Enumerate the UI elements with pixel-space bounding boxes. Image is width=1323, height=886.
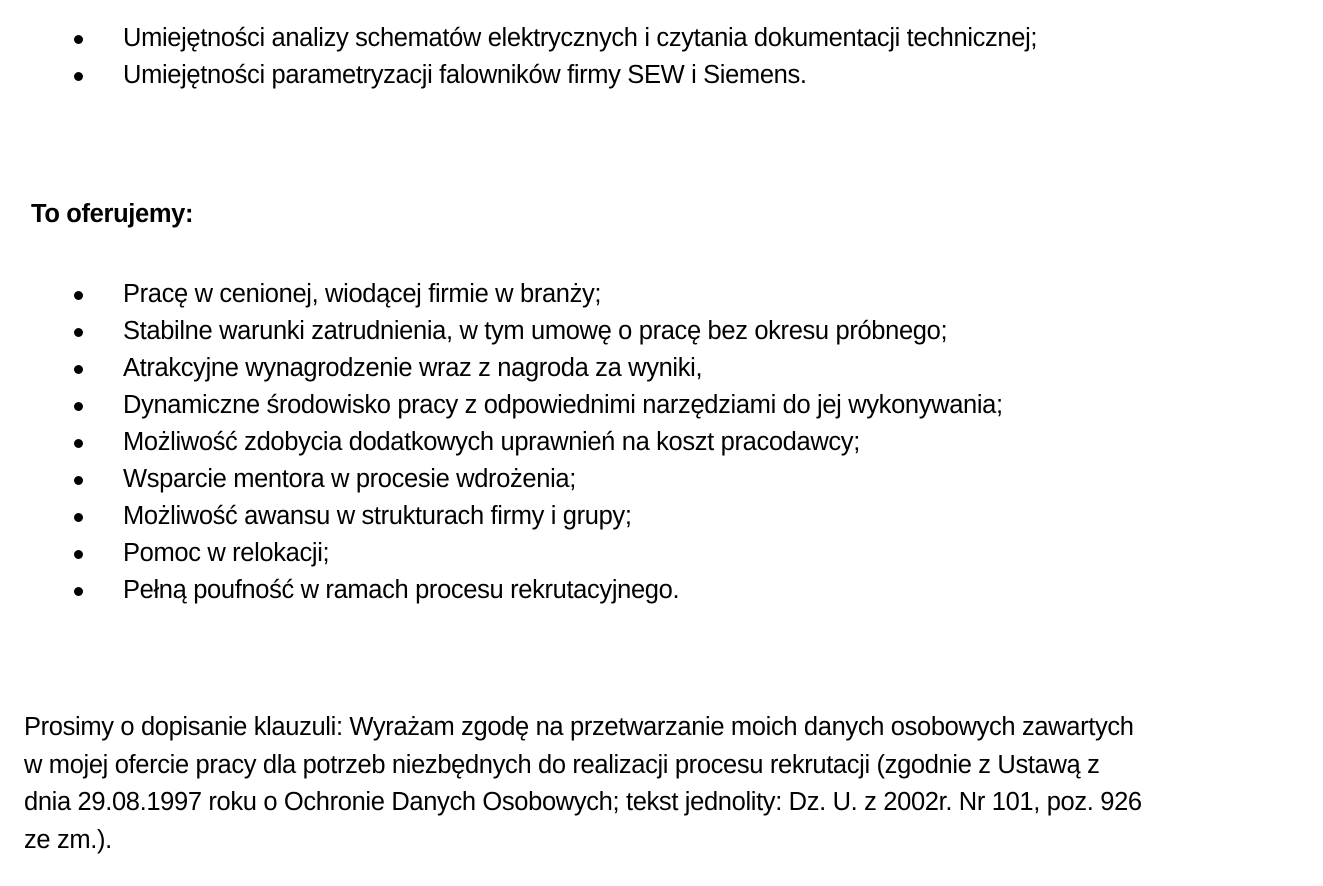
bullet-icon (74, 365, 83, 374)
list-item (0, 350, 1300, 387)
list-item (0, 424, 1300, 461)
consent-clause (24, 709, 1314, 859)
bullet-icon (74, 513, 83, 522)
consent-clause-line: w mojej ofercie pracy dla potrzeb niezbędnych do realizacji procesu rekrutacji (zgodnie z Ustawą z (24, 750, 1100, 779)
consent-clause-line: dnia 29.08.1997 roku o Ochronie Danych Osobowych; tekst jednolity: Dz. U. z 2002r. Nr 101, poz. 926 (24, 788, 1142, 816)
bullet-icon (74, 328, 83, 337)
list-item-text: Wsparcie mentora w procesie wdrożenia; (123, 465, 576, 493)
bullet-icon (74, 72, 83, 81)
list-item-text: Możliwość awansu w strukturach firmy i grupy; (123, 502, 632, 530)
list-item (0, 498, 1300, 535)
list-item-text: Pracę w cenionej, wiodącej firmie w branży; (123, 280, 602, 308)
list-item (0, 57, 1300, 94)
bullet-icon (74, 476, 83, 485)
list-item (0, 313, 1300, 350)
consent-clause-line: Prosimy o dopisanie klauzuli: Wyrażam zgodę na przetwarzanie moich danych osobowych zawartych (24, 713, 1134, 741)
list-item-text: Atrakcyjne wynagrodzenie wraz z nagroda za wyniki, (123, 354, 703, 382)
bullet-icon (74, 439, 83, 448)
bullet-icon (74, 35, 83, 44)
list-item (0, 276, 1300, 313)
bullet-icon (74, 587, 83, 596)
requirements-list (0, 20, 1300, 94)
list-item (0, 535, 1300, 572)
bullet-icon (74, 291, 83, 300)
list-item-text: Umiejętności analizy schematów elektrycznych i czytania dokumentacji technicznej; (123, 24, 1038, 52)
list-item (0, 20, 1300, 57)
list-item (0, 461, 1300, 498)
list-item-text: Pomoc w relokacji; (123, 539, 330, 567)
bullet-icon (74, 550, 83, 559)
list-item-text: Stabilne warunki zatrudnienia, w tym umowę o pracę bez okresu próbnego; (123, 317, 948, 345)
list-item-text: Pełną poufność w ramach procesu rekrutacyjnego. (123, 576, 680, 604)
list-item-text: Umiejętności parametryzacji falowników firmy SEW i Siemens. (123, 61, 807, 89)
list-item (0, 387, 1300, 424)
consent-clause-line: ze zm.). (24, 825, 112, 854)
bullet-icon (74, 402, 83, 411)
list-item-text: Dynamiczne środowisko pracy z odpowiednimi narzędziami do jej wykonywania; (123, 391, 1003, 419)
list-item (0, 572, 1300, 609)
offer-heading: To oferujemy: (31, 200, 194, 228)
offer-list (0, 276, 1300, 609)
list-item-text: Możliwość zdobycia dodatkowych uprawnień na koszt pracodawcy; (123, 428, 860, 456)
